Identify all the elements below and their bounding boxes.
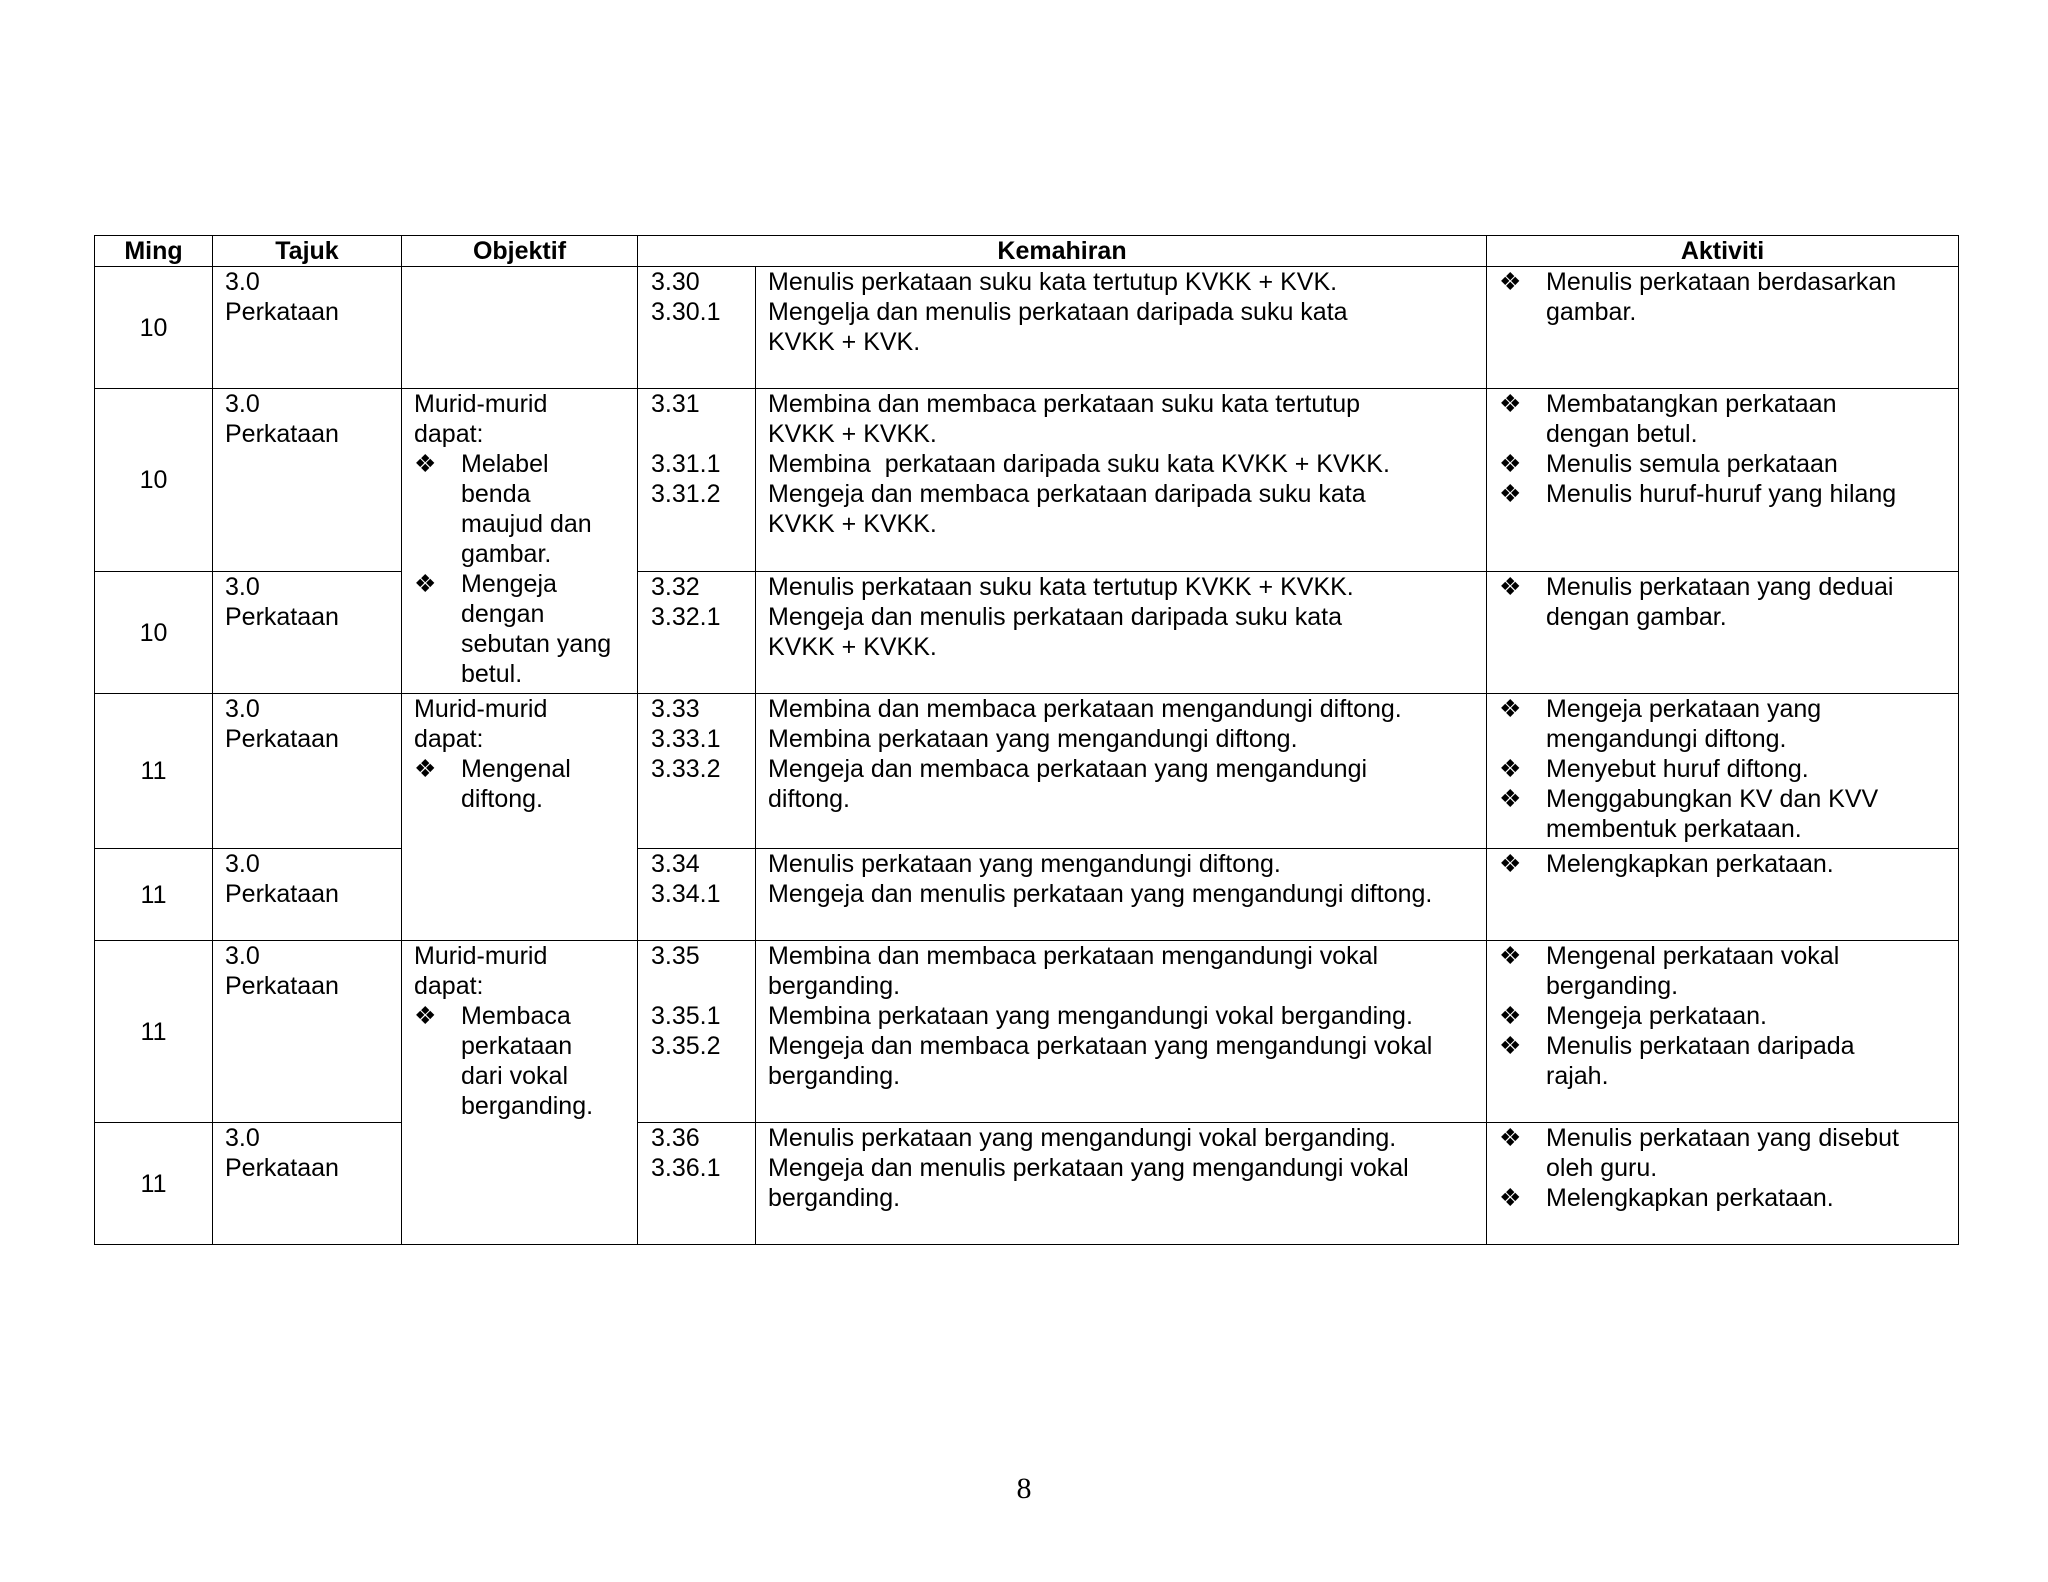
- topic-line: 3.0: [225, 390, 260, 418]
- activity-item: [1499, 941, 1952, 1001]
- topic-line: Perkataan: [225, 298, 339, 326]
- skill-code: 3.32: [651, 573, 700, 602]
- header-objektif: Objektif: [402, 236, 638, 267]
- bullet-icon: ❖: [1499, 480, 1522, 508]
- bullet-icon: ❖: [1499, 695, 1522, 723]
- objective-bullet-text: betul.: [461, 660, 523, 688]
- skill-line: Membina dan membaca perkataan suku kata tertutup: [768, 390, 1361, 418]
- week-cell: 10: [95, 389, 213, 572]
- objective-bullet-text: maujud dan: [461, 510, 592, 538]
- topic-cell: [213, 1123, 402, 1245]
- activity-item: [1499, 1031, 1952, 1091]
- activity-item: [1499, 849, 1952, 879]
- topic-line: Perkataan: [225, 603, 339, 632]
- skill-line: KVKK + KVKK.: [768, 510, 937, 538]
- activity-cell: [1487, 849, 1959, 941]
- activity-item: [1499, 694, 1952, 754]
- table-row: [95, 572, 1959, 694]
- activity-item-text: Melengkapkan perkataan.: [1546, 1184, 1834, 1212]
- activity-cell: [1487, 389, 1959, 572]
- skill-code: 3.36: [651, 1124, 700, 1152]
- table-row: [95, 694, 1959, 849]
- lesson-plan-table: [94, 235, 1959, 1245]
- skill-code-cell: [638, 694, 756, 849]
- objective-intro: dapat:: [414, 725, 484, 753]
- skill-line: Membina perkataan daripada suku kata KVKK + KVKK.: [768, 450, 1390, 478]
- topic-line: Perkataan: [225, 972, 339, 1000]
- objective-bullet-text: sebutan yang: [461, 630, 612, 658]
- objective-intro: Murid-murid: [414, 390, 548, 418]
- bullet-icon: ❖: [1499, 755, 1522, 783]
- skill-description-cell: [756, 572, 1487, 694]
- skill-description-cell: [756, 849, 1487, 941]
- objective-bullet-text: Melabel: [461, 450, 549, 478]
- objective-bullet-text: Mengenal: [461, 755, 571, 783]
- objective-bullet-text: berganding.: [461, 1092, 594, 1120]
- activity-item-text: Menulis huruf-huruf yang hilang: [1546, 480, 1897, 508]
- activity-item-text: rajah.: [1546, 1062, 1609, 1090]
- activity-item: [1499, 267, 1952, 327]
- week-cell: 10: [95, 267, 213, 389]
- skill-code: 3.35.2: [651, 1032, 721, 1060]
- objective-bullet: [414, 449, 631, 569]
- objective-bullet: [414, 569, 631, 689]
- skill-code: 3.31.2: [651, 480, 721, 508]
- topic-line: Perkataan: [225, 1154, 339, 1182]
- bullet-icon: ❖: [414, 1002, 437, 1030]
- objective-bullet-text: perkataan: [461, 1032, 573, 1060]
- table-row: [95, 1123, 1959, 1245]
- skill-line: Menulis perkataan yang mengandungi vokal berganding.: [768, 1124, 1397, 1152]
- skill-line: Mengeja dan membaca perkataan yang mengandungi: [768, 755, 1368, 783]
- bullet-icon: ❖: [1499, 850, 1522, 878]
- activity-item: [1499, 1001, 1952, 1031]
- topic-line: Perkataan: [225, 420, 339, 448]
- topic-line: 3.0: [225, 850, 260, 878]
- table-header-row: [95, 236, 1959, 267]
- activity-item-text: Melengkapkan perkataan.: [1546, 850, 1834, 878]
- activity-item: [1499, 1123, 1952, 1183]
- header-tajuk: Tajuk: [213, 236, 402, 267]
- activity-item-text: Mengeja perkataan yang: [1546, 695, 1822, 723]
- skill-line: KVKK + KVK.: [768, 328, 921, 356]
- topic-cell: [213, 941, 402, 1123]
- activity-item-text: Menulis perkataan berdasarkan: [1546, 268, 1897, 296]
- activity-item: [1499, 572, 1952, 632]
- skill-description-cell: [756, 941, 1487, 1123]
- activity-item: [1499, 1183, 1952, 1213]
- table-row: [95, 267, 1959, 389]
- bullet-icon: ❖: [1499, 1002, 1522, 1030]
- bullet-icon: ❖: [414, 570, 437, 598]
- topic-cell: [213, 389, 402, 572]
- activity-item: [1499, 754, 1952, 784]
- objective-bullet-text: benda: [461, 480, 531, 508]
- week-cell: 11: [95, 849, 213, 941]
- objective-cell: [402, 267, 638, 389]
- skill-code: 3.35.1: [651, 1002, 721, 1030]
- objective-intro: Murid-murid: [414, 695, 548, 723]
- skill-line: diftong.: [768, 785, 851, 813]
- activity-item: [1499, 449, 1952, 479]
- activity-cell: [1487, 694, 1959, 849]
- topic-cell: [213, 267, 402, 389]
- skill-code: 3.33: [651, 695, 700, 723]
- objective-bullet-text: dengan: [461, 600, 545, 628]
- activity-item-text: mengandungi diftong.: [1546, 725, 1787, 753]
- skill-code: 3.33.2: [651, 755, 721, 783]
- objective-cell: [402, 389, 638, 694]
- skill-line: Membina dan membaca perkataan mengandungi diftong.: [768, 695, 1402, 723]
- bullet-icon: ❖: [414, 450, 437, 478]
- skill-code: 3.32.1: [651, 603, 721, 632]
- bullet-icon: ❖: [1499, 785, 1522, 813]
- objective-bullet-text: dari vokal: [461, 1062, 568, 1090]
- skill-code-cell: [638, 849, 756, 941]
- activity-item-text: dengan betul.: [1546, 420, 1698, 448]
- activity-item-text: Menulis semula perkataan: [1546, 450, 1838, 478]
- bullet-icon: ❖: [1499, 268, 1522, 296]
- objective-intro: dapat:: [414, 972, 484, 1000]
- skill-code-cell: [638, 267, 756, 389]
- table-row: [95, 389, 1959, 572]
- week-cell: 11: [95, 941, 213, 1123]
- skill-code: 3.30.1: [651, 298, 721, 326]
- skill-line: Mengeja dan membaca perkataan yang mengandungi vokal: [768, 1032, 1433, 1060]
- page-number: 8: [1016, 1472, 1032, 1505]
- activity-item-text: Menulis perkataan yang disebut: [1546, 1124, 1900, 1152]
- skill-description-cell: [756, 389, 1487, 572]
- skill-line: Menulis perkataan yang mengandungi diftong.: [768, 850, 1281, 878]
- objective-bullet-text: gambar.: [461, 540, 552, 568]
- objective-bullet: [414, 1001, 631, 1121]
- bullet-icon: ❖: [1499, 1184, 1522, 1212]
- activity-item-text: Menulis perkataan yang deduai: [1546, 573, 1894, 602]
- bullet-icon: ❖: [414, 755, 437, 783]
- activity-item-text: Menyebut huruf diftong.: [1546, 755, 1809, 783]
- activity-item-text: Membatangkan perkataan: [1546, 390, 1837, 418]
- activity-item: [1499, 479, 1952, 509]
- table-row: [95, 849, 1959, 941]
- skill-line: Membina perkataan yang mengandungi vokal berganding.: [768, 1002, 1413, 1030]
- activity-cell: [1487, 267, 1959, 389]
- header-aktiviti: Aktiviti: [1487, 236, 1959, 267]
- topic-line: 3.0: [225, 1124, 260, 1152]
- skill-line: KVKK + KVKK.: [768, 633, 937, 662]
- skill-description-cell: [756, 694, 1487, 849]
- skill-line: Menulis perkataan suku kata tertutup KVKK + KVKK.: [768, 573, 1354, 602]
- objective-bullet-text: Mengeja: [461, 570, 557, 598]
- topic-cell: [213, 694, 402, 849]
- skill-line: Mengeja dan menulis perkataan yang mengandungi diftong.: [768, 880, 1433, 908]
- week-cell: 10: [95, 572, 213, 694]
- activity-item-text: membentuk perkataan.: [1546, 815, 1802, 843]
- bullet-icon: ❖: [1499, 573, 1522, 602]
- skill-line: berganding.: [768, 972, 901, 1000]
- activity-item-text: Menulis perkataan daripada: [1546, 1032, 1855, 1060]
- objective-cell: [402, 941, 638, 1245]
- skill-code: 3.31.1: [651, 450, 721, 478]
- week-cell: 11: [95, 694, 213, 849]
- header-ming: Ming: [95, 236, 213, 267]
- bullet-icon: ❖: [1499, 450, 1522, 478]
- table-row: [95, 941, 1959, 1123]
- skill-code: [651, 419, 751, 449]
- skill-line: Menulis perkataan suku kata tertutup KVKK + KVK.: [768, 268, 1338, 296]
- topic-line: Perkataan: [225, 725, 339, 753]
- bullet-icon: ❖: [1499, 390, 1522, 418]
- skill-line: KVKK + KVKK.: [768, 420, 937, 448]
- topic-line: 3.0: [225, 268, 260, 296]
- activity-item: [1499, 389, 1952, 449]
- activity-item-text: oleh guru.: [1546, 1154, 1658, 1182]
- skill-line: Mengeja dan menulis perkataan yang mengandungi vokal: [768, 1154, 1409, 1182]
- skill-line: Mengeja dan menulis perkataan daripada suku kata: [768, 603, 1342, 632]
- objective-cell: [402, 694, 638, 941]
- objective-bullet-text: Membaca: [461, 1002, 571, 1030]
- topic-cell: [213, 572, 402, 694]
- activity-item-text: Menggabungkan KV dan KVV: [1546, 785, 1879, 813]
- objective-intro: dapat:: [414, 420, 484, 448]
- skill-description-cell: [756, 267, 1487, 389]
- skill-line: Mengeja dan membaca perkataan daripada suku kata: [768, 480, 1366, 508]
- topic-line: 3.0: [225, 942, 260, 970]
- skill-line: Membina dan membaca perkataan mengandungi vokal: [768, 942, 1379, 970]
- bullet-icon: ❖: [1499, 1032, 1522, 1060]
- activity-cell: [1487, 1123, 1959, 1245]
- skill-code: 3.34: [651, 850, 700, 878]
- skill-code: 3.33.1: [651, 725, 721, 753]
- topic-line: 3.0: [225, 695, 260, 723]
- skill-line: berganding.: [768, 1184, 901, 1212]
- skill-code: 3.35: [651, 942, 700, 970]
- skill-code-cell: [638, 1123, 756, 1245]
- objective-intro: Murid-murid: [414, 942, 548, 970]
- skill-description-cell: [756, 1123, 1487, 1245]
- skill-line: berganding.: [768, 1062, 901, 1090]
- activity-item-text: berganding.: [1546, 972, 1679, 1000]
- activity-cell: [1487, 572, 1959, 694]
- activity-cell: [1487, 941, 1959, 1123]
- skill-code: 3.34.1: [651, 880, 721, 908]
- activity-item-text: dengan gambar.: [1546, 603, 1727, 632]
- skill-line: Membina perkataan yang mengandungi diftong.: [768, 725, 1298, 753]
- activity-item: [1499, 784, 1952, 844]
- week-cell: 11: [95, 1123, 213, 1245]
- topic-line: 3.0: [225, 573, 260, 602]
- objective-bullet: [414, 754, 631, 814]
- skill-code-cell: [638, 389, 756, 572]
- skill-code: [651, 971, 751, 1001]
- objective-bullet-text: diftong.: [461, 785, 544, 813]
- activity-item-text: gambar.: [1546, 298, 1637, 326]
- topic-line: Perkataan: [225, 880, 339, 908]
- skill-code: 3.36.1: [651, 1154, 721, 1182]
- bullet-icon: ❖: [1499, 1124, 1522, 1152]
- skill-code-cell: [638, 572, 756, 694]
- activity-item-text: Mengeja perkataan.: [1546, 1002, 1767, 1030]
- skill-line: Mengelja dan menulis perkataan daripada suku kata: [768, 298, 1348, 326]
- skill-code: 3.30: [651, 268, 700, 296]
- topic-cell: [213, 849, 402, 941]
- skill-code: 3.31: [651, 390, 700, 418]
- activity-item-text: Mengenal perkataan vokal: [1546, 942, 1840, 970]
- skill-code-cell: [638, 941, 756, 1123]
- header-kemahiran: Kemahiran: [638, 236, 1487, 267]
- bullet-icon: ❖: [1499, 942, 1522, 970]
